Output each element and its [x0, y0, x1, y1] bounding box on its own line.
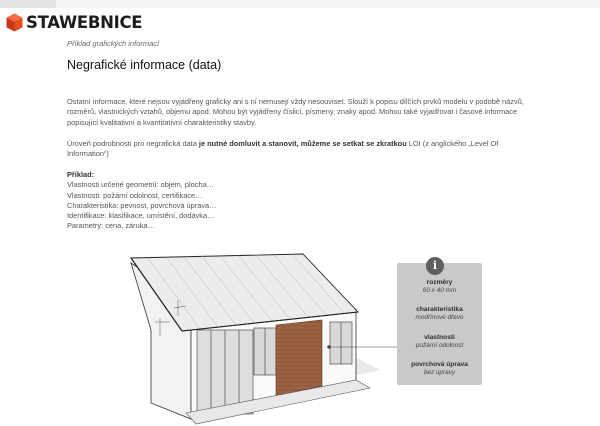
spec-surface-finish — [397, 361, 482, 377]
spec-value: 60 x 40 mm — [422, 287, 457, 294]
example-heading: Příklad: — [67, 170, 95, 179]
logo-text: STAWEBNICE — [26, 13, 143, 32]
page-subtitle: Příklad grafických informací — [67, 39, 160, 48]
spec-characteristic — [397, 306, 482, 322]
example-item: Identifikace: klasifikace, umístění, dodávka… — [67, 211, 215, 221]
spec-value: modřínové dřevo — [415, 314, 464, 321]
browser-top-strip — [0, 0, 600, 8]
spec-label: povrchová úprava — [411, 361, 468, 368]
spec-value: požární odolnost — [415, 342, 464, 349]
spec-dimensions — [397, 279, 482, 295]
house-illustration — [0, 248, 600, 426]
spec-label: charakteristika — [416, 306, 463, 313]
spec-value: bez úpravy — [423, 369, 456, 376]
example-item: Vlastnosti: požární odolnost, certifikace… — [67, 190, 203, 200]
example-item: Charakteristika: pevnost, povrchová úprava… — [67, 200, 217, 210]
example-item: Vlastnosti určené geometrií: objem, plocha… — [67, 180, 215, 190]
cube-logo-icon — [6, 13, 23, 32]
browser-tab[interactable] — [0, 0, 56, 8]
detail-bold-text: je nutné domluvit a stanovit, můžeme se setkat se zkratkou — [198, 139, 407, 148]
info-icon[interactable]: i — [426, 257, 444, 275]
intro-paragraph: Ostatní informace, které nejsou vyjádřeny graficky ani s ní nemusejí vždy nesouviset. Slouží k popisu dílčích prvků modelu v podobě názvů, rozměrů, vlastnických vztahů, objemu apod. Mohou být vyjádřeny číslicí, písmeny, znaky apod. Mohou také vyjadřovat i časové informace popisující kvalitativní a kvantitativní charakteristiky stavby. — [67, 97, 524, 127]
spec-label: rozměry — [426, 279, 453, 286]
example-block — [67, 170, 217, 232]
wood-cladding-panel — [276, 320, 322, 396]
page-title: Negrafické informace (data) — [67, 58, 222, 72]
spec-properties — [397, 334, 482, 350]
spec-label: vlastnosti — [424, 334, 455, 341]
info-card — [397, 259, 482, 385]
example-item: Parametry: cena, záruka… — [67, 221, 155, 231]
detail-text: Úroveň podrobnosti pro negrafická data — [67, 139, 199, 148]
stawebnice-logo — [6, 13, 142, 32]
detail-text-end: LOI (z anglického „Level Of Information“) — [67, 139, 499, 159]
detail-paragraph — [67, 139, 537, 160]
